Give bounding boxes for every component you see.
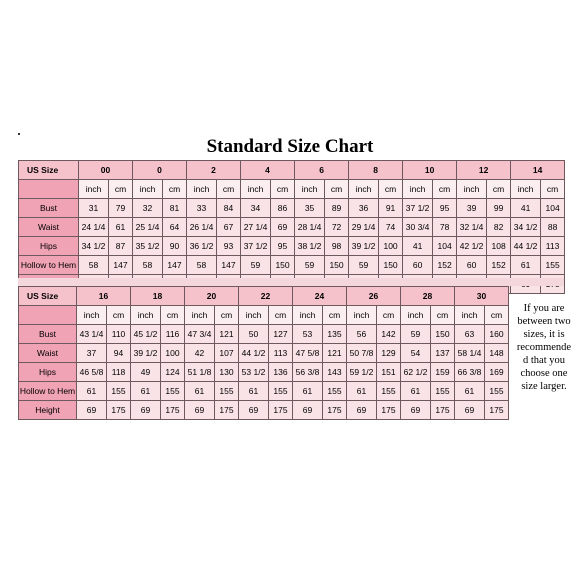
row-label: Waist [19,218,79,237]
unit-cm: cm [217,180,241,199]
measurement-cell: 47 5/8 [293,344,323,363]
size-header-4: 4 [241,161,295,180]
measurement-cell: 44 1/2 [511,237,541,256]
unit-row [19,180,565,199]
size-header-2: 2 [187,161,241,180]
size-chart-table-2 [18,286,509,420]
unit-cm: cm [161,306,185,325]
row-label: Hips [19,363,77,382]
measurement-cell: 155 [541,256,565,275]
measurement-cell: 118 [107,363,131,382]
measurement-cell: 137 [431,344,455,363]
measurement-cell: 31 [79,199,109,218]
size-header-10: 10 [403,161,457,180]
unit-inch: inch [131,306,161,325]
measurement-cell: 34 [241,199,271,218]
measurement-cell: 91 [379,199,403,218]
measurement-cell: 58 1/4 [455,344,485,363]
measurement-cell: 155 [215,382,239,401]
measurement-cell: 69 [347,401,377,420]
measurement-cell: 84 [217,199,241,218]
row-label: Hollow to Hem [19,382,77,401]
measurement-cell: 34 1/2 [79,237,109,256]
measurement-cell: 58 [133,256,163,275]
unit-inch: inch [455,306,485,325]
measurement-cell: 100 [379,237,403,256]
measurement-cell: 142 [377,325,401,344]
measurement-cell: 72 [325,218,349,237]
size-header-00: 00 [79,161,133,180]
unit-inch: inch [77,306,107,325]
measurement-cell: 108 [487,237,511,256]
measurement-cell: 61 [347,382,377,401]
measurement-cell: 58 [187,256,217,275]
measurement-cell: 61 [109,218,133,237]
note-line: sizes, it is [523,329,565,340]
unit-inch: inch [295,180,325,199]
measurement-cell: 46 5/8 [77,363,107,382]
measurement-cell: 59 [349,256,379,275]
measurement-cell: 69 [185,401,215,420]
measurement-cell: 62 1/2 [401,363,431,382]
measurement-cell: 147 [163,256,187,275]
unit-cm: cm [107,306,131,325]
measurement-cell: 100 [161,344,185,363]
unit-inch: inch [79,180,109,199]
size-header-30: 30 [455,287,509,306]
measurement-cell: 93 [217,237,241,256]
measurement-cell: 49 [131,363,161,382]
row-label: Hollow to Hem [19,256,79,275]
measurement-cell: 94 [107,344,131,363]
measurement-cell: 150 [325,256,349,275]
row-label: Bust [19,199,79,218]
measurement-cell: 155 [107,382,131,401]
measurement-cell: 54 [401,344,431,363]
measurement-cell: 129 [377,344,401,363]
unit-inch: inch [511,180,541,199]
measurement-cell: 61 [131,382,161,401]
unit-inch: inch [349,180,379,199]
measurement-cell: 88 [541,218,565,237]
measurement-cell: 79 [109,199,133,218]
measurement-cell: 36 [349,199,379,218]
measurement-cell: 37 1/2 [241,237,271,256]
measurement-cell: 27 1/4 [241,218,271,237]
measurement-cell: 152 [433,256,457,275]
measurement-cell: 175 [485,401,509,420]
measurement-cell: 61 [77,382,107,401]
measurement-cell: 86 [271,199,295,218]
measurement-cell: 150 [271,256,295,275]
table-row [19,218,565,237]
measurement-cell: 50 7/8 [347,344,377,363]
measurement-cell: 25 1/4 [133,218,163,237]
measurement-cell: 29 1/4 [349,218,379,237]
measurement-cell: 175 [431,401,455,420]
unit-cm: cm [377,306,401,325]
unit-cm: cm [431,306,455,325]
unit-cm: cm [433,180,457,199]
measurement-cell: 175 [215,401,239,420]
measurement-cell: 42 [185,344,215,363]
measurement-cell: 51 1/8 [185,363,215,382]
page-title: Standard Size Chart [206,136,374,157]
table-row [19,256,565,275]
measurement-cell: 89 [325,199,349,218]
unit-cm: cm [269,306,293,325]
measurement-cell: 175 [323,401,347,420]
measurement-cell: 34 1/2 [511,218,541,237]
measurement-cell: 155 [161,382,185,401]
measurement-cell: 151 [377,363,401,382]
size-header-12: 12 [457,161,511,180]
table-row [19,325,509,344]
measurement-cell: 39 1/2 [349,237,379,256]
row-label: Height [19,401,77,420]
measurement-cell: 155 [323,382,347,401]
unit-cm: cm [271,180,295,199]
measurement-cell: 98 [325,237,349,256]
measurement-cell: 135 [323,325,347,344]
measurement-cell: 110 [107,325,131,344]
measurement-cell: 130 [215,363,239,382]
size-header-28: 28 [401,287,455,306]
measurement-cell: 155 [269,382,293,401]
measurement-cell: 148 [485,344,509,363]
measurement-cell: 60 [403,256,433,275]
measurement-cell: 61 [239,382,269,401]
size-chart-table-1 [18,160,565,294]
measurement-cell: 66 3/8 [455,363,485,382]
measurement-cell: 42 1/2 [457,237,487,256]
row-label: Bust [19,325,77,344]
table-row [19,363,509,382]
measurement-cell: 95 [433,199,457,218]
measurement-cell: 64 [163,218,187,237]
measurement-cell: 69 [293,401,323,420]
measurement-cell: 81 [163,199,187,218]
unit-inch: inch [403,180,433,199]
measurement-cell: 56 [347,325,377,344]
table-row [19,382,509,401]
measurement-cell: 150 [379,256,403,275]
measurement-cell: 37 [77,344,107,363]
size-header-8: 8 [349,161,403,180]
measurement-cell: 50 [239,325,269,344]
measurement-cell: 69 [239,401,269,420]
measurement-cell: 61 [401,382,431,401]
table-separator [18,278,564,286]
measurement-cell: 30 3/4 [403,218,433,237]
size-header-22: 22 [239,287,293,306]
table-row [19,237,565,256]
size-header-16: 16 [77,287,131,306]
measurement-cell: 95 [271,237,295,256]
measurement-cell: 113 [269,344,293,363]
measurement-cell: 35 1/2 [133,237,163,256]
unit-cm: cm [485,306,509,325]
measurement-cell: 61 [293,382,323,401]
us-size-label: US Size [19,287,77,306]
measurement-cell: 104 [541,199,565,218]
measurement-cell: 147 [217,256,241,275]
measurement-cell: 159 [431,363,455,382]
unit-cm: cm [109,180,133,199]
measurement-cell: 33 [187,199,217,218]
header-row [19,161,565,180]
measurement-cell: 32 1/4 [457,218,487,237]
size-recommendation-note [508,302,580,393]
measurement-cell: 24 1/4 [79,218,109,237]
measurement-cell: 45 1/2 [131,325,161,344]
unit-cm: cm [163,180,187,199]
measurement-cell: 32 [133,199,163,218]
us-size-label: US Size [19,161,79,180]
measurement-cell: 175 [377,401,401,420]
size-header-6: 6 [295,161,349,180]
measurement-cell: 127 [269,325,293,344]
measurement-cell: 28 1/4 [295,218,325,237]
unit-cm: cm [323,306,347,325]
measurement-cell: 155 [485,382,509,401]
measurement-cell: 104 [433,237,457,256]
measurement-cell: 61 [511,256,541,275]
note-line: If you are [523,303,565,314]
measurement-cell: 155 [377,382,401,401]
measurement-cell: 43 1/4 [77,325,107,344]
measurement-cell: 155 [431,382,455,401]
note-line: between two [517,316,571,327]
measurement-cell: 136 [269,363,293,382]
unit-cm: cm [541,180,565,199]
measurement-cell: 147 [109,256,133,275]
measurement-cell: 53 1/2 [239,363,269,382]
measurement-cell: 150 [431,325,455,344]
unit-inch: inch [401,306,431,325]
unit-row-blank [19,180,79,199]
note-line: choose one [520,368,568,379]
unit-inch: inch [133,180,163,199]
measurement-cell: 78 [433,218,457,237]
measurement-cell: 99 [487,199,511,218]
measurement-cell: 39 [457,199,487,218]
unit-inch: inch [293,306,323,325]
measurement-cell: 69 [455,401,485,420]
measurement-cell: 38 1/2 [295,237,325,256]
unit-inch: inch [185,306,215,325]
size-header-18: 18 [131,287,185,306]
measurement-cell: 121 [215,325,239,344]
measurement-cell: 61 [455,382,485,401]
measurement-cell: 175 [107,401,131,420]
measurement-cell: 69 [271,218,295,237]
measurement-cell: 60 [457,256,487,275]
measurement-cell: 175 [269,401,293,420]
measurement-cell: 87 [109,237,133,256]
note-line: recommende [516,342,572,353]
corner-mark [18,133,20,135]
measurement-cell: 82 [487,218,511,237]
measurement-cell: 69 [401,401,431,420]
row-label: Hips [19,237,79,256]
measurement-cell: 90 [163,237,187,256]
measurement-cell: 26 1/4 [187,218,217,237]
unit-inch: inch [347,306,377,325]
measurement-cell: 35 [295,199,325,218]
size-header-20: 20 [185,287,239,306]
size-header-24: 24 [293,287,347,306]
measurement-cell: 63 [455,325,485,344]
measurement-cell: 124 [161,363,185,382]
unit-row [19,306,509,325]
measurement-cell: 59 [295,256,325,275]
measurement-cell: 169 [485,363,509,382]
unit-cm: cm [215,306,239,325]
unit-cm: cm [487,180,511,199]
measurement-cell: 59 [241,256,271,275]
size-header-26: 26 [347,287,401,306]
measurement-cell: 121 [323,344,347,363]
measurement-cell: 59 [401,325,431,344]
measurement-cell: 113 [541,237,565,256]
measurement-cell: 116 [161,325,185,344]
measurement-cell: 175 [161,401,185,420]
measurement-cell: 160 [485,325,509,344]
table-row [19,344,509,363]
measurement-cell: 56 3/8 [293,363,323,382]
measurement-cell: 39 1/2 [131,344,161,363]
table-row [19,199,565,218]
measurement-cell: 67 [217,218,241,237]
note-line: d that you [523,355,565,366]
unit-inch: inch [457,180,487,199]
size-header-0: 0 [133,161,187,180]
measurement-cell: 74 [379,218,403,237]
table-row [19,401,509,420]
measurement-cell: 58 [79,256,109,275]
measurement-cell: 107 [215,344,239,363]
measurement-cell: 41 [403,237,433,256]
unit-inch: inch [239,306,269,325]
size-header-14: 14 [511,161,565,180]
measurement-cell: 69 [77,401,107,420]
unit-inch: inch [187,180,217,199]
measurement-cell: 59 1/2 [347,363,377,382]
measurement-cell: 41 [511,199,541,218]
unit-inch: inch [241,180,271,199]
unit-cm: cm [325,180,349,199]
header-row [19,287,509,306]
measurement-cell: 152 [487,256,511,275]
measurement-cell: 69 [131,401,161,420]
unit-cm: cm [379,180,403,199]
measurement-cell: 53 [293,325,323,344]
measurement-cell: 143 [323,363,347,382]
measurement-cell: 44 1/2 [239,344,269,363]
measurement-cell: 47 3/4 [185,325,215,344]
measurement-cell: 37 1/2 [403,199,433,218]
note-line: size larger. [521,381,567,392]
measurement-cell: 36 1/2 [187,237,217,256]
row-label: Waist [19,344,77,363]
measurement-cell: 61 [185,382,215,401]
unit-row-blank [19,306,77,325]
